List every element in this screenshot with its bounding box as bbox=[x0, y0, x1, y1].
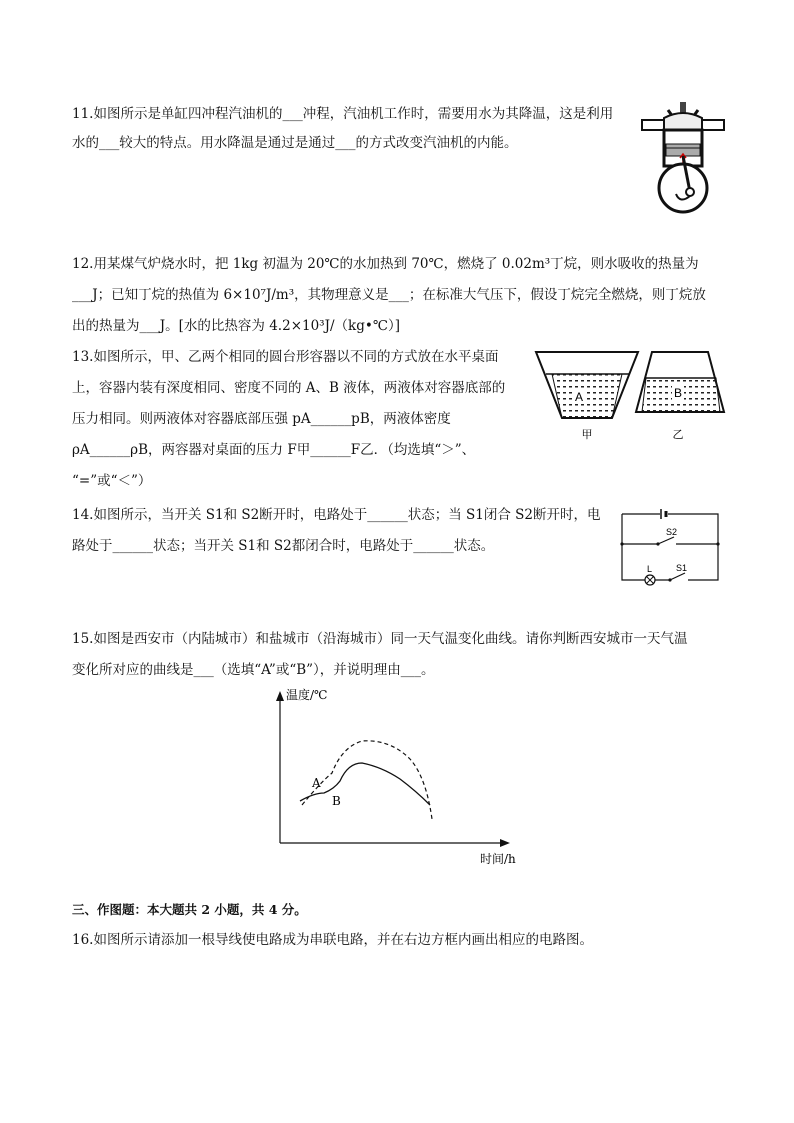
series-a-line bbox=[302, 741, 432, 819]
containers-figure bbox=[532, 348, 732, 442]
label-s1: S1 bbox=[676, 563, 688, 573]
label-b: B bbox=[673, 386, 683, 400]
label-a: A bbox=[574, 390, 584, 404]
y-axis-label: 温度/℃ bbox=[286, 688, 328, 702]
q12-line3: 出的热量为___J。[水的比热容为 4.2×10³J/（kg•℃）] bbox=[72, 318, 400, 334]
series-a-label: A bbox=[312, 776, 321, 790]
q11-line2: 水的___较大的特点。用水降温是通过是通过___的方式改变汽油机的内能。 bbox=[72, 135, 518, 151]
caption-yi: 乙 bbox=[672, 428, 684, 441]
q12-line1: 12.用某煤气炉烧水时，把 1kg 初温为 20℃的水加热到 70℃，燃烧了 0.02m³丁烷，则水吸收的热量为 bbox=[72, 256, 699, 272]
series-b-label: B bbox=[332, 794, 341, 808]
container-jia bbox=[536, 352, 638, 418]
label-l: L bbox=[647, 564, 653, 574]
x-axis-label: 时间/h bbox=[480, 852, 516, 866]
container-yi bbox=[636, 352, 724, 412]
q12-line2: ___J；已知丁烷的热值为 6×10⁷J/m³，其物理意义是___；在标准大气压下，假设丁烷完全燃烧，则丁烷放 bbox=[72, 287, 706, 303]
q15-line1: 15.如图是西安市（内陆城市）和盐城市（沿海城市）同一天气温变化曲线。请你判断西安城市一天气温 bbox=[72, 631, 688, 647]
q16-line1: 16.如图所示请添加一根导线使电路成为串联电路，并在右边方框内画出相应的电路图。 bbox=[72, 932, 593, 948]
section-heading: 三、作图题：本大题共 2 小题，共 4 分。 bbox=[72, 902, 307, 917]
q13-line1: 13.如图所示，甲、乙两个相同的圆台形容器以不同的方式放在水平桌面 bbox=[72, 349, 499, 365]
q14-line1: 14.如图所示，当开关 S1和 S2断开时，电路处于______状态；当 S1闭合 S2断开时，电 bbox=[72, 507, 601, 523]
label-s2: S2 bbox=[666, 527, 678, 537]
q14-line2: 路处于______状态；当开关 S1和 S2都闭合时，电路处于______状态。 bbox=[72, 538, 495, 554]
caption-jia: 甲 bbox=[581, 428, 593, 441]
q15-line2: 变化所对应的曲线是___（选填“A”或“B”），并说明理由___。 bbox=[72, 662, 435, 678]
circuit-figure bbox=[618, 506, 722, 586]
q13-line2: 上，容器内装有深度相同、密度不同的 A、B 液体，两液体对容器底部的 bbox=[72, 380, 506, 396]
y-axis-arrow bbox=[276, 691, 284, 701]
q11-line1: 11.如图所示是单缸四冲程汽油机的___冲程，汽油机工作时，需要用水为其降温，这是利用 bbox=[72, 106, 614, 122]
engine-figure bbox=[640, 100, 726, 218]
temperature-chart bbox=[270, 683, 530, 868]
q13-line5: “=”或“＜”） bbox=[72, 473, 152, 489]
x-axis-arrow bbox=[500, 839, 510, 847]
q13-line3: 压力相同。则两液体对容器底部压强 pA______pB，两液体密度 bbox=[72, 411, 451, 427]
switch-s2-icon bbox=[658, 537, 674, 544]
q13-line4: ρA______ρB，两容器对桌面的压力 F甲______F乙．（均选填“＞”、 bbox=[72, 442, 476, 458]
